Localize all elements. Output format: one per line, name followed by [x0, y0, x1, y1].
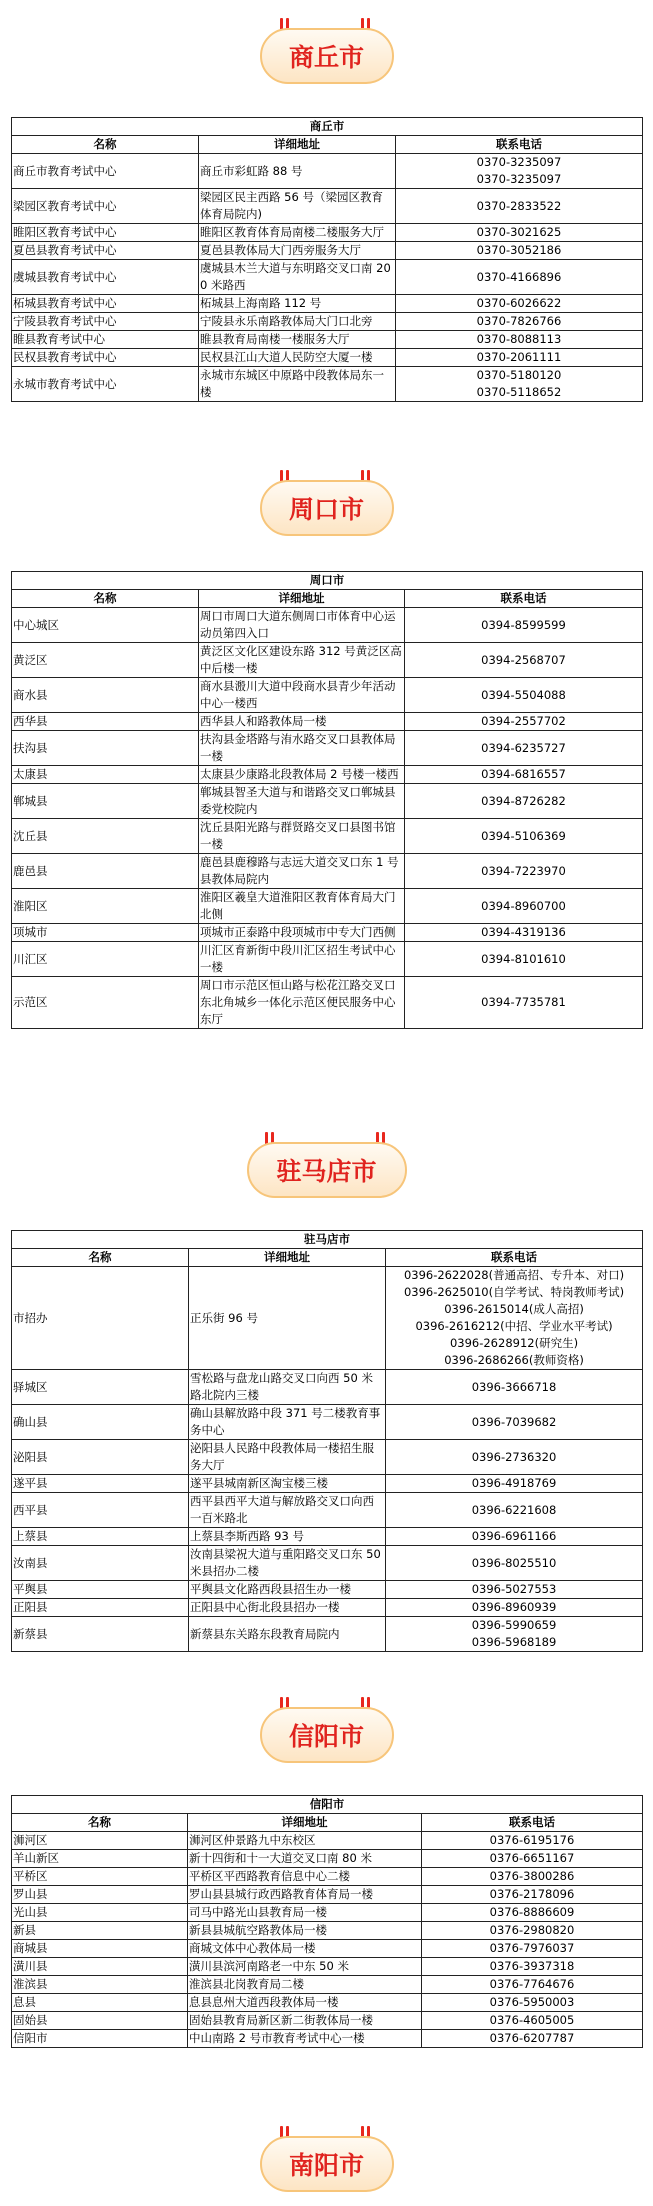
office-name: 市招办 — [12, 1267, 189, 1370]
phone-number[interactable]: 0376-7976037 — [489, 1941, 575, 1955]
office-phone — [422, 1886, 643, 1904]
city-badge: 南阳市 — [260, 2136, 394, 2192]
phone-number[interactable]: 0370-2061111 — [476, 350, 562, 364]
column-header: 联系电话 — [422, 1814, 643, 1832]
phone-number[interactable]: 0394-6816557 — [481, 767, 566, 781]
phone-number[interactable]: 0394-8960700 — [481, 898, 566, 913]
table-row — [12, 678, 643, 713]
column-header: 联系电话 — [386, 1249, 643, 1267]
table-row — [12, 766, 643, 784]
office-name: 民权县教育考试中心 — [12, 349, 199, 367]
office-address: 息县息州大道西段教体局一楼 — [188, 1994, 422, 2012]
table-row — [12, 713, 643, 731]
office-name: 梁园区教育考试中心 — [12, 189, 199, 224]
office-phone — [405, 608, 643, 643]
office-address: 商丘市彩虹路 88 号 — [199, 154, 396, 189]
office-name: 汝南县 — [12, 1546, 189, 1581]
table-row — [12, 1405, 643, 1440]
office-phone — [386, 1493, 643, 1528]
city-header-nanyang — [0, 2126, 653, 2206]
table-row — [12, 1850, 643, 1868]
table-row — [12, 1599, 643, 1617]
table-row — [12, 260, 643, 295]
table-header-row — [12, 590, 643, 608]
office-address: 沈丘县阳光路与群贤路交叉口县图书馆一楼 — [199, 819, 405, 854]
phone-number[interactable]: 0376-6195176 — [489, 1833, 575, 1847]
table-title: 周口市 — [12, 572, 643, 590]
phone-number[interactable]: 0396-2625010(自学考试、特岗教师考试) — [403, 1285, 625, 1299]
office-address: 项城市正泰路中段项城市中专大门西侧 — [199, 924, 405, 942]
table-title-row — [12, 1796, 643, 1814]
phone-number[interactable]: 0394-8599599 — [481, 617, 566, 632]
office-address: 新十四街和十一大道交叉口南 80 米 — [188, 1850, 422, 1868]
table-title: 商丘市 — [12, 118, 643, 136]
office-phone — [405, 924, 643, 942]
phone-number[interactable]: 0396-2616212(中招、学业水平考试) — [415, 1319, 613, 1333]
table-row — [12, 1832, 643, 1850]
office-name: 川汇区 — [12, 942, 199, 977]
city-header-zhumadian — [0, 1132, 653, 1212]
office-phone — [422, 1868, 643, 1886]
office-name: 固始县 — [12, 2012, 188, 2030]
office-phone — [396, 154, 643, 189]
office-address: 睢县教育局南楼一楼服务大厅 — [199, 331, 396, 349]
office-phone — [422, 1922, 643, 1940]
office-address: 夏邑县教体局大门西旁服务大厅 — [199, 242, 396, 260]
office-name: 正阳县 — [12, 1599, 189, 1617]
office-phone — [405, 889, 643, 924]
office-address: 淮滨县北岗教育局二楼 — [188, 1976, 422, 1994]
phone-number[interactable]: 0394-2568707 — [481, 652, 566, 667]
office-name: 上蔡县 — [12, 1528, 189, 1546]
phone-number[interactable]: 0376-6207787 — [489, 2031, 575, 2045]
office-phone — [396, 367, 643, 402]
office-name: 太康县 — [12, 766, 199, 784]
office-phone — [386, 1528, 643, 1546]
office-phone — [396, 260, 643, 295]
table-row — [12, 1994, 643, 2012]
table-row — [12, 608, 643, 643]
phone-number[interactable]: 0396-8960939 — [471, 1600, 557, 1614]
table-body — [12, 572, 643, 1029]
phone-number[interactable]: 0396-2736320 — [471, 1449, 557, 1464]
table-row — [12, 1370, 643, 1405]
office-phone — [386, 1440, 643, 1475]
office-phone — [405, 819, 643, 854]
office-address: 上蔡县李斯西路 93 号 — [189, 1528, 386, 1546]
office-address: 川汇区育新街中段川汇区招生考试中心一楼 — [199, 942, 405, 977]
office-phone — [396, 242, 643, 260]
phone-number[interactable]: 0396-2686266(教师资格) — [444, 1353, 584, 1367]
office-address: 柘城县上海南路 112 号 — [199, 295, 396, 313]
contact-table-zhumadian — [11, 1230, 643, 1652]
city-badge: 驻马店市 — [247, 1142, 407, 1198]
office-name: 西华县 — [12, 713, 199, 731]
table-row — [12, 819, 643, 854]
city-badge: 商丘市 — [260, 28, 394, 84]
office-name: 柘城县教育考试中心 — [12, 295, 199, 313]
phone-number[interactable]: 0376-3800286 — [489, 1869, 575, 1883]
office-phone — [405, 942, 643, 977]
office-name: 黄泛区 — [12, 643, 199, 678]
office-phone — [386, 1475, 643, 1493]
city-badge: 周口市 — [260, 480, 394, 536]
phone-number[interactable]: 0396-5027553 — [471, 1582, 557, 1596]
office-address: 民权县江山大道人民防空大厦一楼 — [199, 349, 396, 367]
table-row — [12, 1868, 643, 1886]
office-address: 周口市周口大道东侧周口市体育中心运动员第四入口 — [199, 608, 405, 643]
column-header: 联系电话 — [405, 590, 643, 608]
table-row — [12, 1976, 643, 1994]
office-phone — [386, 1546, 643, 1581]
phone-number[interactable]: 0370-3052186 — [476, 243, 562, 257]
office-address: 宁陵县永乐南路教体局大门口北旁 — [199, 313, 396, 331]
phone-number[interactable]: 0370-3021625 — [476, 225, 562, 239]
table-row — [12, 154, 643, 189]
office-address: 淮阳区羲皇大道淮阳区教育体育局大门北侧 — [199, 889, 405, 924]
phone-number[interactable]: 0370-5180120 — [476, 368, 562, 382]
office-phone — [396, 189, 643, 224]
office-name: 永城市教育考试中心 — [12, 367, 199, 402]
office-name: 羊山新区 — [12, 1850, 188, 1868]
table-row — [12, 924, 643, 942]
office-address: 西华县人和路教体局一楼 — [199, 713, 405, 731]
office-name: 罗山县 — [12, 1886, 188, 1904]
office-address: 虞城县木兰大道与东明路交叉口南 200 米路西 — [199, 260, 396, 295]
table-row — [12, 295, 643, 313]
phone-number[interactable]: 0376-5950003 — [489, 1995, 575, 2009]
table-row — [12, 1475, 643, 1493]
office-address: 固始县教育局新区新二街教体局一楼 — [188, 2012, 422, 2030]
phone-number[interactable]: 0376-7764676 — [489, 1977, 575, 1991]
office-name: 沈丘县 — [12, 819, 199, 854]
office-address: 潢川县滨河南路老一中东 50 米 — [188, 1958, 422, 1976]
office-name: 鹿邑县 — [12, 854, 199, 889]
table-header-row — [12, 136, 643, 154]
phone-number[interactable]: 0394-5106369 — [481, 828, 566, 843]
phone-number[interactable]: 0370-3235097 — [476, 172, 562, 186]
phone-number[interactable]: 0396-4918769 — [471, 1476, 557, 1490]
office-name: 宁陵县教育考试中心 — [12, 313, 199, 331]
office-phone — [386, 1581, 643, 1599]
table-header-row — [12, 1249, 643, 1267]
table-row — [12, 1581, 643, 1599]
office-address: 平舆县文化路西段县招生办一楼 — [189, 1581, 386, 1599]
office-name: 平桥区 — [12, 1868, 188, 1886]
city-header-xinyang — [0, 1697, 653, 1777]
table-body — [12, 118, 643, 402]
office-phone — [405, 784, 643, 819]
office-name: 潢川县 — [12, 1958, 188, 1976]
office-phone — [422, 1958, 643, 1976]
table-row — [12, 1940, 643, 1958]
office-address: 新县县城航空路教体局一楼 — [188, 1922, 422, 1940]
phone-number[interactable]: 0396-6221608 — [471, 1502, 557, 1517]
office-address: 永城市东城区中原路中段教体局东一楼 — [199, 367, 396, 402]
office-address: 正阳县中心街北段县招办一楼 — [189, 1599, 386, 1617]
contact-table-shangqiu — [11, 117, 643, 402]
office-name: 平舆县 — [12, 1581, 189, 1599]
office-address: 新蔡县东关路东段教育局院内 — [189, 1617, 386, 1652]
office-address: 梁园区民主西路 56 号（梁园区教育体育局院内) — [199, 189, 396, 224]
column-header: 名称 — [12, 1249, 189, 1267]
office-name: 息县 — [12, 1994, 188, 2012]
table-row — [12, 854, 643, 889]
phone-number[interactable]: 0396-7039682 — [471, 1414, 557, 1429]
phone-number[interactable]: 0396-2622028(普通高招、专升本、对口) — [403, 1268, 625, 1282]
office-name: 信阳市 — [12, 2030, 188, 2048]
table-title-row — [12, 572, 643, 590]
office-phone — [422, 1976, 643, 1994]
phone-number[interactable]: 0396-2615014(成人高招) — [444, 1302, 584, 1316]
phone-number[interactable]: 0370-8088113 — [476, 332, 562, 346]
phone-number[interactable]: 0396-8025510 — [471, 1555, 557, 1570]
phone-number[interactable]: 0394-8726282 — [481, 793, 566, 808]
table-row — [12, 1440, 643, 1475]
office-name: 中心城区 — [12, 608, 199, 643]
office-name: 西平县 — [12, 1493, 189, 1528]
office-name: 商城县 — [12, 1940, 188, 1958]
office-phone — [422, 1832, 643, 1850]
phone-number[interactable]: 0394-7735781 — [481, 995, 566, 1009]
table-row — [12, 977, 643, 1029]
table-row — [12, 1922, 643, 1940]
phone-number[interactable]: 0376-2980820 — [489, 1923, 575, 1937]
office-address: 太康县少康路北段教体局 2 号楼一楼西 — [199, 766, 405, 784]
office-phone — [422, 1904, 643, 1922]
office-name: 新蔡县 — [12, 1617, 189, 1652]
column-header: 详细地址 — [199, 136, 396, 154]
phone-number[interactable]: 0370-2833522 — [476, 198, 562, 213]
column-header: 名称 — [12, 590, 199, 608]
city-badge: 信阳市 — [260, 1707, 394, 1763]
office-phone — [405, 643, 643, 678]
office-name: 虞城县教育考试中心 — [12, 260, 199, 295]
office-name: 扶沟县 — [12, 731, 199, 766]
column-header: 详细地址 — [189, 1249, 386, 1267]
contact-table-xinyang — [11, 1795, 643, 2048]
table-title-row — [12, 118, 643, 136]
column-header: 名称 — [12, 1814, 188, 1832]
table-row — [12, 349, 643, 367]
office-phone — [396, 331, 643, 349]
table-row — [12, 889, 643, 924]
office-name: 夏邑县教育考试中心 — [12, 242, 199, 260]
table-header-row — [12, 1814, 643, 1832]
office-phone — [405, 766, 643, 784]
office-phone — [396, 313, 643, 331]
office-name: 浉河区 — [12, 1832, 188, 1850]
office-phone — [386, 1267, 643, 1370]
office-address: 睢阳区教育体育局南楼二楼服务大厅 — [199, 224, 396, 242]
office-name: 驿城区 — [12, 1370, 189, 1405]
office-phone — [405, 713, 643, 731]
office-address: 司马中路光山县教育局一楼 — [188, 1904, 422, 1922]
table-row — [12, 189, 643, 224]
phone-number[interactable]: 0376-2178096 — [489, 1887, 575, 1901]
office-phone — [386, 1617, 643, 1652]
office-name: 商丘市教育考试中心 — [12, 154, 199, 189]
office-address: 汝南县梁祝大道与重阳路交叉口东 50 米县招办二楼 — [189, 1546, 386, 1581]
office-address: 商城文体中心教体局一楼 — [188, 1940, 422, 1958]
city-header-zhoukou — [0, 470, 653, 550]
table-body — [12, 1796, 643, 2048]
table-row — [12, 2030, 643, 2048]
table-body — [12, 1231, 643, 1652]
table-row — [12, 224, 643, 242]
office-name: 郸城县 — [12, 784, 199, 819]
office-phone — [405, 977, 643, 1029]
office-phone — [386, 1599, 643, 1617]
office-phone — [386, 1370, 643, 1405]
phone-number[interactable]: 0376-4605005 — [489, 2013, 575, 2027]
column-header: 详细地址 — [199, 590, 405, 608]
office-phone — [405, 678, 643, 713]
table-row — [12, 1546, 643, 1581]
office-address: 商水县溵川大道中段商水县青少年活动中心一楼西 — [199, 678, 405, 713]
office-address: 泌阳县人民路中段教体局一楼招生服务大厅 — [189, 1440, 386, 1475]
office-phone — [422, 1994, 643, 2012]
office-name: 淮阳区 — [12, 889, 199, 924]
phone-number[interactable]: 0394-2557702 — [481, 714, 566, 728]
phone-number[interactable]: 0376-8886609 — [489, 1905, 575, 1919]
office-address: 遂平县城南新区淘宝楼三楼 — [189, 1475, 386, 1493]
phone-number[interactable]: 0370-7826766 — [476, 314, 562, 328]
table-row — [12, 1267, 643, 1370]
office-phone — [422, 2012, 643, 2030]
office-phone — [405, 854, 643, 889]
table-row — [12, 1958, 643, 1976]
office-address: 正乐街 96 号 — [189, 1267, 386, 1370]
column-header: 联系电话 — [396, 136, 643, 154]
phone-number[interactable]: 0370-4166896 — [476, 269, 562, 284]
office-address: 中山南路 2 号市教育考试中心一楼 — [188, 2030, 422, 2048]
office-address: 确山县解放路中段 371 号二楼教育事务中心 — [189, 1405, 386, 1440]
table-row — [12, 643, 643, 678]
phone-number[interactable]: 0396-6961166 — [471, 1529, 557, 1543]
table-row — [12, 1617, 643, 1652]
table-row — [12, 942, 643, 977]
column-header: 名称 — [12, 136, 199, 154]
phone-number[interactable]: 0396-5968189 — [471, 1635, 557, 1649]
office-phone — [422, 2030, 643, 2048]
table-row — [12, 1493, 643, 1528]
table-row — [12, 731, 643, 766]
phone-number[interactable]: 0394-7223970 — [481, 863, 566, 878]
table-row — [12, 1528, 643, 1546]
phone-number[interactable]: 0396-2628912(研究生) — [449, 1336, 579, 1350]
office-name: 遂平县 — [12, 1475, 189, 1493]
office-address: 郸城县智圣大道与和谐路交叉口郸城县委党校院内 — [199, 784, 405, 819]
office-address: 西平县西平大道与解放路交叉口向西一百米路北 — [189, 1493, 386, 1528]
table-row — [12, 2012, 643, 2030]
table-row — [12, 313, 643, 331]
table-row — [12, 784, 643, 819]
table-row — [12, 1886, 643, 1904]
office-name: 确山县 — [12, 1405, 189, 1440]
office-phone — [396, 295, 643, 313]
phone-number[interactable]: 0396-5990659 — [471, 1618, 557, 1632]
office-name: 项城市 — [12, 924, 199, 942]
phone-number[interactable]: 0394-5504088 — [481, 687, 566, 702]
phone-number[interactable]: 0394-6235727 — [481, 740, 566, 755]
office-phone — [396, 224, 643, 242]
table-title-row — [12, 1231, 643, 1249]
table-row — [12, 242, 643, 260]
office-name: 泌阳县 — [12, 1440, 189, 1475]
office-address: 黄泛区文化区建设东路 312 号黄泛区高中后楼一楼 — [199, 643, 405, 678]
office-address: 浉河区仲景路九中东校区 — [188, 1832, 422, 1850]
office-address: 扶沟县金塔路与洧水路交叉口县教体局一楼 — [199, 731, 405, 766]
contact-table-zhoukou — [11, 571, 643, 1029]
office-name: 示范区 — [12, 977, 199, 1029]
office-name: 淮滨县 — [12, 1976, 188, 1994]
phone-number[interactable]: 0370-6026622 — [476, 296, 562, 310]
phone-number[interactable]: 0370-3235097 — [476, 155, 562, 169]
phone-number[interactable]: 0394-8101610 — [481, 951, 566, 966]
office-address: 雪松路与盘龙山路交叉口向西 50 米路北院内三楼 — [189, 1370, 386, 1405]
office-name: 新县 — [12, 1922, 188, 1940]
office-address: 鹿邑县鹿穆路与志远大道交叉口东 1 号县教体局院内 — [199, 854, 405, 889]
office-name: 睢县教育考试中心 — [12, 331, 199, 349]
office-name: 睢阳区教育考试中心 — [12, 224, 199, 242]
phone-number[interactable]: 0396-3666718 — [471, 1379, 557, 1394]
table-row — [12, 1904, 643, 1922]
table-row — [12, 367, 643, 402]
phone-number[interactable]: 0376-6651167 — [489, 1851, 575, 1865]
table-title: 驻马店市 — [12, 1231, 643, 1249]
office-phone — [386, 1405, 643, 1440]
office-name: 光山县 — [12, 1904, 188, 1922]
column-header: 详细地址 — [188, 1814, 422, 1832]
office-address: 周口市示范区恒山路与松花江路交叉口东北角城乡一体化示范区便民服务中心东厅 — [199, 977, 405, 1029]
office-phone — [422, 1850, 643, 1868]
phone-number[interactable]: 0394-4319136 — [481, 925, 566, 939]
phone-number[interactable]: 0370-5118652 — [476, 385, 562, 399]
office-address: 平桥区平西路教育信息中心二楼 — [188, 1868, 422, 1886]
phone-number[interactable]: 0376-3937318 — [489, 1959, 575, 1973]
office-phone — [405, 731, 643, 766]
office-address: 罗山县县城行政西路教育体育局一楼 — [188, 1886, 422, 1904]
table-title: 信阳市 — [12, 1796, 643, 1814]
office-phone — [422, 1940, 643, 1958]
city-header-shangqiu — [0, 18, 653, 98]
table-row — [12, 331, 643, 349]
office-name: 商水县 — [12, 678, 199, 713]
office-phone — [396, 349, 643, 367]
